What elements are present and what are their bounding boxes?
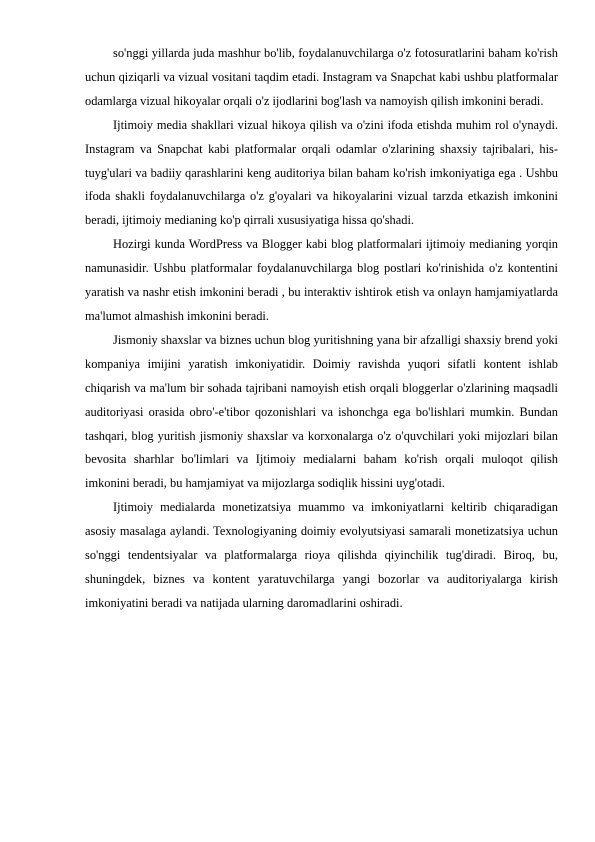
paragraph-monetization: Ijtimoiy medialarda monetizatsiya muammo va imkoniyatlarni keltirib chiqaradigan asosiy masalaga aylandi. Texnologiyaning doimiy evolyutsiyasi samarali monetizatsiya uchun so'nggi tendentsiyalar va platformalarga rioya qilishda qiyinchilik tug'diradi. Biroq, bu, shuningdek, biznes va kontent yaratuvchilarga yangi bozorlar va auditoriyalarga kirish imkoniyatini beradi va natijada ularning daromadlarini oshiradi.	[85, 500, 558, 610]
paragraph-personal-brand: Jismoniy shaxslar va biznes uchun blog yuritishning yana bir afzalligi shaxsiy brend yoki kompaniya imijini yaratish imkoniyatidir. Doimiy ravishda yuqori sifatli kontent ishlab chiqarish va ma'lum bir sohada tajribani namoyish etish orqali bloggerlar o'zlarining maqsadli auditoriyasi orasida obro'-e'tibor qozonishlari va ishonchga ega bo'lishlari mumkin. Bundan tashqari, blog yuritish jismoniy shaxslar va korxonalarga o'z o'quvchilari yoki mijozlari bilan bevosita sharhlar bo'limlari va Ijtimoiy medialarni baham ko'rish orqali muloqot qilish imkonini beradi, bu hamjamiyat va mijozlarga sodiqlik hissini uyg'otadi.	[85, 332, 558, 491]
paragraph-continued: so'nggi yillarda juda mashhur bo'lib, foydalanuvchilarga o'z fotosuratlarini baham ko'rish uchun qiziqarli va vizual vositani taqdim etadi. Instagram va Snapchat kabi ushbu platformalar odamlarga vizual hikoyalar orqali o'z ijodlarini bog'lash va namoyish qilish imkonini beradi.	[85, 46, 558, 108]
paragraph-visual-storytelling: Ijtimoiy media shakllari vizual hikoya qilish va o'zini ifoda etishda muhim rol o'ynaydi. Instagram va Snapchat kabi platformalar orqali odamlar o'zlarining shaxsiy tajribalari, his-tuyg'ulari va badiiy qarashlarini keng auditoriya bilan baham ko'rish imkoniyatiga ega . Ushbu ifoda shakli foydalanuvchilarga o'z g'oyalari va hikoyalarini vizual tarzda etkazish imkonini beradi, ijtimoiy medianing ko'p qirrali xususiyatiga hissa qo'shadi.	[85, 117, 558, 228]
paragraph-blog-platforms: Hozirgi kunda WordPress va Blogger kabi blog platformalari ijtimoiy medianing yorqin namunasidir. Ushbu platformalar foydalanuvchilarga blog postlari ko'rinishida o'z kontentini yaratish va nashr etish imkonini beradi , bu interaktiv ishtirok etish va onlayn hamjamiyatlarda ma'lumot almashish imkonini beradi.	[85, 237, 558, 323]
document-page	[85, 42, 558, 616]
